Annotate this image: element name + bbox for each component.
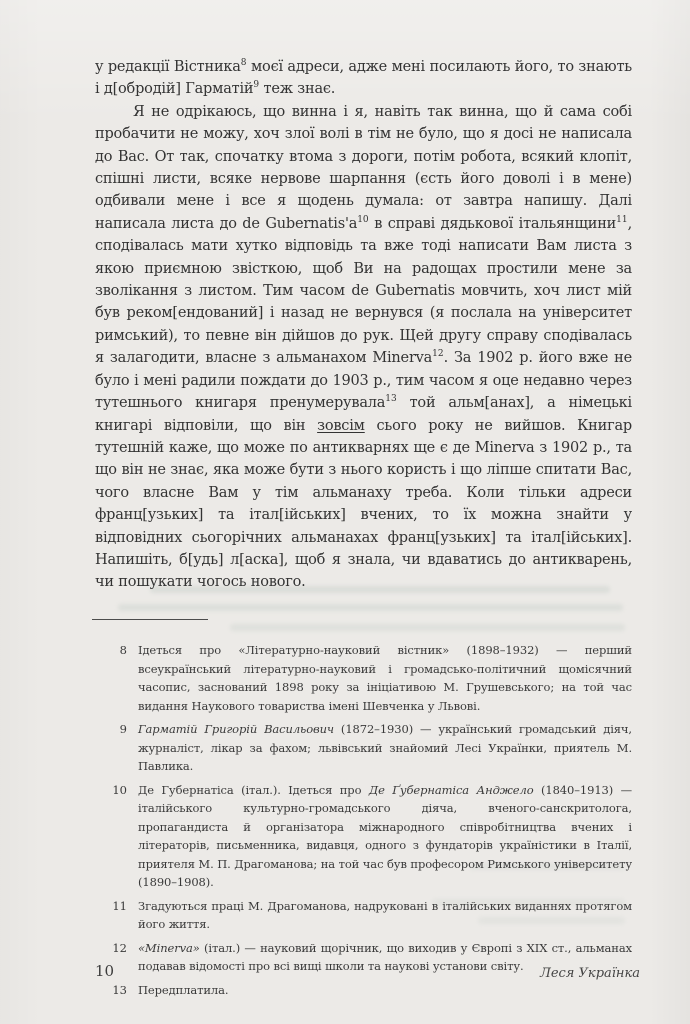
text-run: теж знає. bbox=[259, 81, 336, 98]
footnote-ref: 9 bbox=[253, 80, 260, 91]
footnote-number: 12 bbox=[112, 940, 127, 955]
footnote-number: 11 bbox=[112, 898, 127, 913]
bleed-through-line bbox=[230, 624, 625, 631]
text-run: в справі дядькової італьянщини bbox=[368, 215, 617, 232]
text-run: Я не одрікаюсь, що винна і я, навіть так винна, що й сама собі пробачити не можу, хоч злої волі в тім не було, що я досі не написала до Вас. От так, спочатку втома з дороги, потім робота, всякий клопіт, спішні листи, всяке нервове шарпання (єсть його доволі і в мене) одбивали мене і все я щодень думала: от завтра напишу. Далі написала листа до de Gubernatis'a bbox=[95, 103, 632, 232]
footnotes bbox=[95, 641, 632, 1004]
underlined-word: зовсім bbox=[317, 417, 365, 434]
page-number: 10 bbox=[95, 962, 115, 980]
text-run: Де Губернатіса (італ.). Ідеться про bbox=[138, 782, 369, 797]
italic-text: Де Ґубернатіса Анджело bbox=[368, 782, 534, 797]
text-run: сього року не вийшов. Книгар тутешній каже, що може по антикварнях ще є де Minerva з 1902 р., та що він не знає, яка може бути з нього користь і що ліпше спитати Вас, чого власне Вам у тім альманаху треба. Коли тільки адреси франц[узьких] та італ[ійських] вчених, то їх можна знайти у відповідних сьогорічних альманахах франц[узьких] та італ[ійських]. Напишіть, б[удь] л[аска], щоб я знала, чи вдаватись до антикварень, чи пошукати чогось нового. bbox=[95, 417, 633, 591]
italic-text: «Minerva» bbox=[138, 940, 200, 955]
footnote-text bbox=[138, 981, 632, 1000]
italic-text: Гарматій Григорій Васильович bbox=[138, 722, 334, 736]
footnote-text bbox=[138, 781, 632, 892]
footnote-item bbox=[95, 641, 632, 715]
footnote-number: 13 bbox=[112, 982, 127, 997]
text-run: Передплатила. bbox=[138, 982, 229, 997]
footnote-ref: 10 bbox=[357, 215, 369, 226]
footnote-separator bbox=[92, 619, 208, 620]
footnote-item bbox=[95, 897, 632, 934]
footnote-item bbox=[95, 981, 632, 1000]
text-run: у редакції Вістника bbox=[95, 59, 241, 75]
footnote-text bbox=[138, 720, 632, 776]
text-run: , сподівалась мати хутко відповідь та вже тоді написати Вам листа з якою приємною звісткою, щоб Ви на радощах простили мене за зволікання з листом. Тим часом de Gubernatis мовчить, хоч лист мій був реком[ендований] і назад не вернувся (я послала на університет римський), то певне він дійшов до рук. Щей другу справу сподівалась я залагодити, власне з альманахом Minerva bbox=[95, 215, 633, 367]
footnote-ref: 8 bbox=[240, 58, 247, 69]
body-text bbox=[95, 56, 632, 594]
running-footer: Леся Українка bbox=[539, 966, 640, 981]
footnote-item bbox=[95, 720, 632, 776]
text-run: (1840–1913) — італійського культурно-громадського діяча, вченого-санскритолога, пропагандиста й організатора міжнародного співробітництва вчених і літераторів, письменника, видавця, одного з фундаторів україністики в Італії, приятеля М. П. Драгоманова; на той час був професором Римського університету (1890–1908). bbox=[138, 782, 633, 889]
text-run: Згадуються праці М. Драгоманова, надруковані в італійських виданнях протягом його життя. bbox=[138, 898, 632, 931]
footnote-text bbox=[138, 641, 632, 715]
footnote-text bbox=[138, 897, 632, 934]
text-run: (1872–1930) — український громадський діяч, журналіст, лікар за фахом; львівський знайомий Лесі Українки, приятель М. Павлика. bbox=[138, 722, 632, 773]
footnote-number: 9 bbox=[119, 722, 127, 736]
footnote-ref: 13 bbox=[385, 394, 397, 405]
footnote-ref: 11 bbox=[616, 215, 628, 226]
text-run: Ідеться про «Літературно-науковий вістник» (1898–1932) — перший всеукраїнський літературно-науковий і громадсько-політичний щомісячний часопис, заснований 1898 року за ініціативою М. Грушевського; на той час видання Наукового товариства імені Шевченка у Львові. bbox=[138, 643, 632, 713]
text-run: моєї адреси, адже мені посилають його, то знають і д[обродій] Гарматій bbox=[95, 59, 632, 98]
text-run: . За 1902 р. його вже не було і мені радили пождати до 1903 р., тим часом я оце недавно через тутешнього книгаря пренумерувала bbox=[95, 350, 632, 412]
footnote-item bbox=[95, 781, 632, 892]
text-run: (італ.) — науковий щорічник, що виходив у Європі з XIX ст., альманах подавав відомості про всі вищі школи та наукові установи світу. bbox=[138, 940, 632, 973]
paragraph bbox=[95, 56, 632, 101]
footnote-ref: 12 bbox=[432, 349, 444, 360]
paragraph bbox=[95, 101, 632, 594]
text-run: той альм[анах], а німецькі книгарі відповіли, що він bbox=[95, 395, 632, 434]
footnote-number: 10 bbox=[112, 782, 127, 797]
bleed-through-line bbox=[118, 604, 623, 611]
footnote-number: 8 bbox=[119, 643, 127, 657]
